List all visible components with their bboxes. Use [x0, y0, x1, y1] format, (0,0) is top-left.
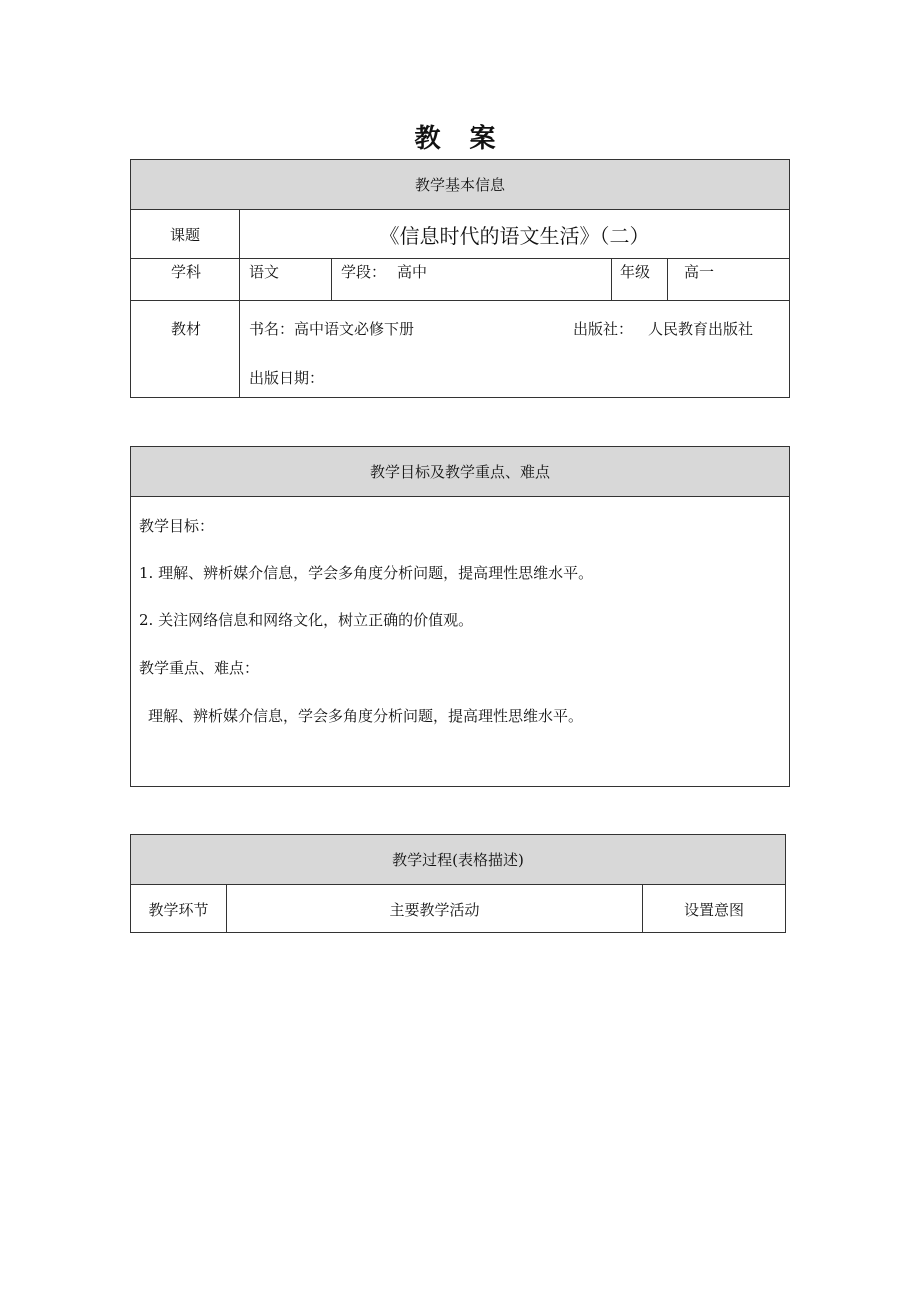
book-name: 书名：高中语文必修下册	[249, 320, 415, 338]
goal-item: 1. 理解、辨析媒介信息，学会多角度分析问题，提高理性思维水平。	[139, 564, 594, 582]
goal-item: 2. 关注网络信息和网络文化，树立正确的价值观。	[139, 611, 474, 629]
column-header: 设置意图	[683, 900, 744, 919]
column-header: 主要教学活动	[389, 900, 480, 919]
topic-value: 《信息时代的语文生活》（二）	[379, 223, 650, 248]
goal-title: 教学目标：	[139, 517, 215, 535]
process-header: 教学过程(表格描述)	[131, 835, 785, 885]
page-title: 教 案	[414, 124, 506, 154]
pub-date-label: 出版日期：	[249, 369, 325, 387]
stage-value: 高中	[397, 263, 428, 281]
objectives-header: 教学目标及教学重点、难点	[131, 447, 789, 497]
basic-info-table	[130, 159, 790, 398]
publisher-value: 人民教育出版社	[648, 320, 754, 338]
textbook-label: 教材	[171, 320, 202, 338]
objectives-table	[130, 446, 790, 787]
process-table	[130, 834, 786, 933]
basic-info-header: 教学基本信息	[131, 160, 789, 210]
subject-label: 学科	[171, 263, 202, 281]
column-header: 教学环节	[148, 900, 209, 919]
subject-value: 语文	[249, 263, 280, 281]
topic-label: 课题	[169, 225, 200, 244]
stage-label: 学段：	[341, 263, 387, 281]
focus-text: 理解、辨析媒介信息，学会多角度分析问题，提高理性思维水平。	[148, 707, 584, 725]
focus-title: 教学重点、难点：	[139, 659, 260, 677]
grade-label: 年级	[620, 263, 651, 281]
publisher-label: 出版社：	[573, 320, 634, 338]
grade-value: 高一	[684, 263, 715, 281]
